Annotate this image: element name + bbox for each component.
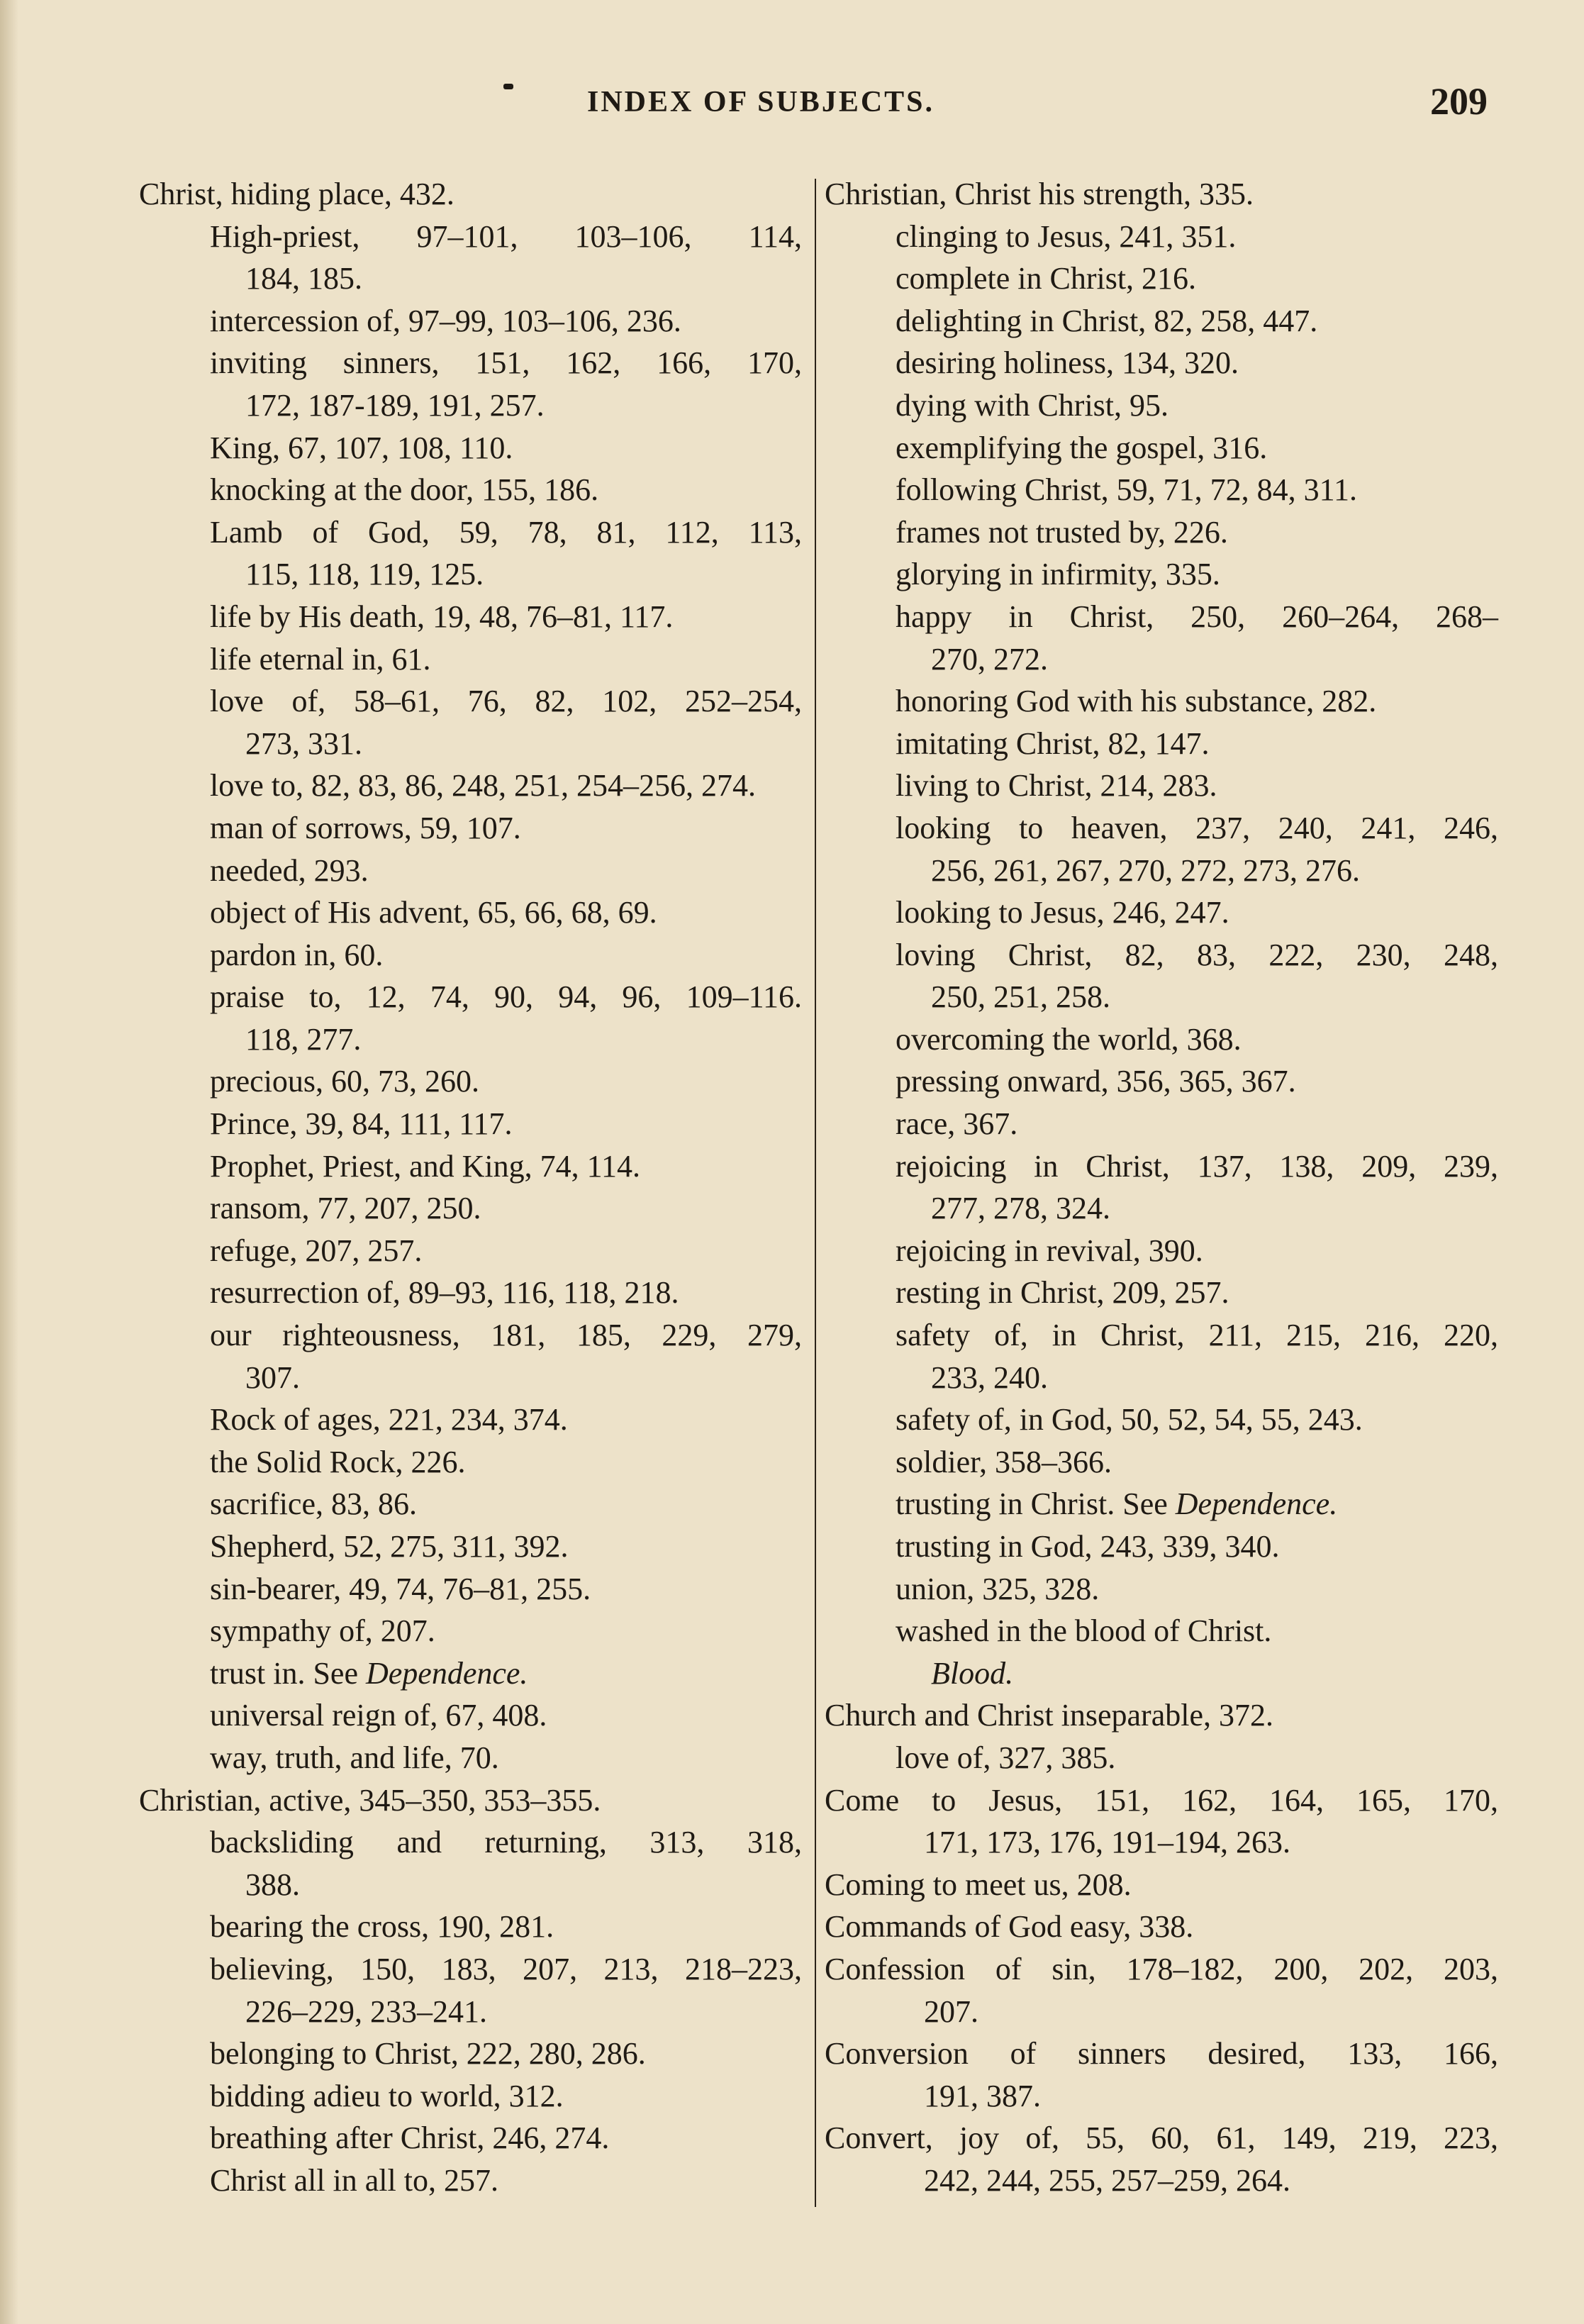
index-line: Christian, active, 345–350, 353–355. (139, 1782, 601, 1818)
index-subentry (825, 596, 1498, 680)
index-line: refuge, 207, 257. (210, 1233, 423, 1268)
index-subentry (825, 1272, 1498, 1314)
index-line: safety of, in Christ, 211, 215, 216, 220, (896, 1318, 1498, 1353)
index-heading-entry (139, 1779, 802, 1822)
index-line: love of, 58–61, 76, 82, 102, 252–254, (210, 684, 802, 719)
index-line: frames not trusted by, 226. (896, 514, 1228, 550)
index-subentry (825, 680, 1498, 723)
index-subentry (825, 257, 1498, 300)
index-line: sacrifice, 83, 86. (210, 1486, 417, 1522)
index-line (825, 1652, 1498, 1695)
index-line: knocking at the door, 155, 186. (210, 472, 599, 508)
index-subentry (825, 1103, 1498, 1145)
index-line: Lamb of God, 59, 78, 81, 112, 113, (210, 514, 802, 550)
header-mark (503, 84, 513, 89)
index-heading-entry (825, 2117, 1498, 2201)
index-line: needed, 293. (210, 852, 369, 888)
index-subentry (825, 1145, 1498, 1230)
index-subentry (825, 1060, 1498, 1103)
index-subentry (825, 1399, 1498, 1441)
index-subentry (139, 1610, 802, 1652)
index-subentry (139, 1821, 802, 1906)
index-line: Convert, joy of, 55, 60, 61, 149, 219, 223, (825, 2120, 1498, 2156)
index-subentry (139, 1230, 802, 1272)
index-subentry (825, 216, 1498, 258)
index-line: Confession of sin, 178–182, 200, 202, 203, (825, 1951, 1498, 1986)
cross-reference: Blood. (931, 1655, 1014, 1691)
index-line: breathing after Christ, 246, 274. (210, 2120, 610, 2156)
index-heading-entry (825, 173, 1498, 216)
index-subentry (139, 680, 802, 765)
index-line: ransom, 77, 207, 250. (210, 1191, 481, 1226)
index-line: 307. (245, 1360, 300, 1395)
index-line: 233, 240. (931, 1360, 1048, 1395)
index-subentry (139, 1060, 802, 1103)
index-subentry (139, 1525, 802, 1568)
index-line: Christ, hiding place, 432. (139, 177, 454, 211)
index-heading-entry (825, 1694, 1498, 1737)
index-subentry (139, 638, 802, 681)
index-line: rejoicing in Christ, 137, 138, 209, 239, (896, 1148, 1498, 1184)
index-line: following Christ, 59, 71, 72, 84, 311. (896, 472, 1358, 508)
cross-reference: Dependence. (365, 1655, 528, 1691)
index-line: inviting sinners, 151, 162, 166, 170, (210, 345, 802, 381)
index-line: 191, 387. (924, 2078, 1041, 2113)
index-line: trusting in Christ. See Dependence. (896, 1486, 1338, 1522)
index-line: 242, 244, 255, 257–259, 264. (924, 2162, 1290, 2198)
index-subentry (139, 2159, 802, 2202)
index-line: King, 67, 107, 108, 110. (210, 430, 513, 465)
index-line: 207. (924, 1994, 978, 2029)
index-line: way, truth, and life, 70. (210, 1740, 499, 1775)
index-line: desiring holiness, 134, 320. (896, 345, 1239, 381)
index-subentry (139, 1103, 802, 1145)
index-line: life eternal in, 61. (210, 641, 431, 677)
index-subentry (139, 1441, 802, 1484)
index-line: 171, 173, 176, 191–194, 263. (924, 1825, 1290, 1860)
index-line: 270, 272. (931, 641, 1048, 677)
index-line: man of sorrows, 59, 107. (210, 810, 521, 845)
index-line: 250, 251, 258. (931, 979, 1110, 1015)
index-line: backsliding and returning, 313, 318, (210, 1825, 802, 1860)
index-line: living to Christ, 214, 283. (896, 768, 1217, 804)
index-subentry (825, 1314, 1498, 1399)
index-subentry (139, 2033, 802, 2075)
index-subentry (825, 934, 1498, 1018)
index-line: safety of, in God, 50, 52, 54, 55, 243. (896, 1402, 1363, 1438)
cross-reference: Dependence. (1175, 1486, 1338, 1522)
index-subentry (825, 807, 1498, 891)
index-subentry (139, 300, 802, 343)
index-line: sin-bearer, 49, 74, 76–81, 255. (210, 1571, 591, 1606)
index-line: Prophet, Priest, and King, 74, 114. (210, 1148, 640, 1184)
index-subentry (139, 1694, 802, 1737)
index-line: object of His advent, 65, 66, 68, 69. (210, 895, 657, 930)
index-subentry (139, 976, 802, 1060)
index-line: washed in the blood of Christ. (896, 1613, 1272, 1649)
index-line: Christian, Christ his strength, 335. (825, 177, 1254, 211)
index-line: 277, 278, 324. (931, 1191, 1110, 1226)
index-heading-entry (825, 2033, 1498, 2117)
index-subentry (139, 1145, 802, 1188)
index-subentry (139, 1399, 802, 1441)
index-heading-entry (825, 1906, 1498, 1948)
index-line: pardon in, 60. (210, 937, 384, 972)
index-line: dying with Christ, 95. (896, 387, 1169, 423)
index-heading-entry (825, 1779, 1498, 1864)
page-header (0, 79, 1584, 129)
index-line: happy in Christ, 250, 260–264, 268– (896, 599, 1498, 634)
index-line: life by His death, 19, 48, 76–81, 117. (210, 599, 674, 634)
index-line: Christ all in all to, 257. (210, 2162, 498, 2198)
page-edge-shadow (0, 0, 18, 2324)
index-subentry (139, 469, 802, 511)
index-heading-entry (139, 173, 802, 216)
index-subentry (825, 1018, 1498, 1061)
index-line: union, 325, 328. (896, 1571, 1100, 1606)
index-subentry (139, 1314, 802, 1399)
index-line: pressing onward, 356, 365, 367. (896, 1064, 1296, 1099)
index-subentry (139, 596, 802, 638)
index-line: glorying in infirmity, 335. (896, 557, 1220, 592)
index-subentry (139, 1652, 802, 1695)
index-subentry (825, 1737, 1498, 1779)
index-line: resting in Christ, 209, 257. (896, 1275, 1229, 1311)
index-line: delighting in Christ, 82, 258, 447. (896, 303, 1318, 338)
index-subentry (825, 1525, 1498, 1568)
index-heading-entry (825, 1864, 1498, 1906)
index-subentry (825, 300, 1498, 343)
index-subentry (825, 553, 1498, 596)
index-subentry (825, 342, 1498, 384)
index-subentry (825, 1568, 1498, 1611)
index-line: believing, 150, 183, 207, 213, 218–223, (210, 1951, 802, 1986)
index-line: praise to, 12, 74, 90, 94, 96, 109–116. (210, 979, 802, 1015)
index-line: Come to Jesus, 151, 162, 164, 165, 170, (825, 1782, 1498, 1818)
index-line: exemplifying the gospel, 316. (896, 430, 1268, 465)
index-line: Commands of God easy, 338. (825, 1909, 1194, 1945)
index-subentry (139, 1948, 802, 2033)
index-subentry (825, 1610, 1498, 1694)
index-subentry (825, 1441, 1498, 1484)
index-line: honoring God with his substance, 282. (896, 684, 1377, 719)
index-subentry (139, 2117, 802, 2159)
index-subentry (139, 1187, 802, 1230)
index-line: sympathy of, 207. (210, 1613, 435, 1649)
index-line: 273, 331. (245, 725, 362, 761)
index-subentry (139, 850, 802, 892)
index-subentry (825, 511, 1498, 554)
index-subentry (825, 765, 1498, 807)
index-line: High-priest, 97–101, 103–106, 114, (210, 218, 802, 254)
index-line: rejoicing in revival, 390. (896, 1233, 1203, 1268)
index-subentry (139, 2075, 802, 2118)
index-line: clinging to Jesus, 241, 351. (896, 218, 1237, 254)
index-column-right (825, 173, 1498, 2202)
index-subentry (825, 384, 1498, 427)
index-line: trusting in God, 243, 339, 340. (896, 1529, 1280, 1564)
index-subentry (139, 1483, 802, 1525)
index-line: overcoming the world, 368. (896, 1021, 1242, 1057)
index-subentry (139, 1906, 802, 1948)
index-subentry (139, 765, 802, 807)
index-line: universal reign of, 67, 408. (210, 1698, 547, 1733)
index-line: trust in. See Dependence. (210, 1655, 528, 1691)
index-subentry (139, 1272, 802, 1314)
index-subentry (139, 1737, 802, 1779)
index-line: 184, 185. (245, 261, 362, 296)
index-subentry (825, 1230, 1498, 1272)
index-line: Coming to meet us, 208. (825, 1867, 1132, 1902)
index-line: belonging to Christ, 222, 280, 286. (210, 2036, 646, 2072)
column-divider (815, 179, 816, 2207)
index-line: Church and Christ inseparable, 372. (825, 1698, 1273, 1733)
index-line: Shepherd, 52, 275, 311, 392. (210, 1529, 569, 1564)
index-subentry (825, 427, 1498, 469)
index-line: love to, 82, 83, 86, 248, 251, 254–256, 274. (210, 768, 756, 804)
index-line: imitating Christ, 82, 147. (896, 725, 1210, 761)
index-line: 118, 277. (245, 1021, 362, 1057)
index-subentry (139, 1568, 802, 1611)
index-line: precious, 60, 73, 260. (210, 1064, 480, 1099)
index-subentry (139, 807, 802, 850)
index-subentry (825, 891, 1498, 934)
running-head: INDEX OF SUBJECTS. (587, 86, 935, 118)
index-line: our righteousness, 181, 185, 229, 279, (210, 1318, 802, 1353)
index-subentry (825, 1483, 1498, 1525)
index-subentry (139, 342, 802, 426)
index-line: complete in Christ, 216. (896, 261, 1197, 296)
index-subentry (139, 934, 802, 977)
index-line: Conversion of sinners desired, 133, 166, (825, 2036, 1498, 2072)
index-subentry (825, 723, 1498, 765)
index-column-left (139, 173, 802, 2202)
index-line: intercession of, 97–99, 103–106, 236. (210, 303, 681, 338)
index-line: Rock of ages, 221, 234, 374. (210, 1402, 568, 1438)
index-line: 172, 187-189, 191, 257. (245, 387, 545, 423)
index-line: soldier, 358–366. (896, 1444, 1112, 1479)
index-line: the Solid Rock, 226. (210, 1444, 466, 1479)
index-line: Prince, 39, 84, 111, 117. (210, 1106, 513, 1142)
index-line: 388. (245, 1867, 300, 1902)
index-line: bidding adieu to world, 312. (210, 2078, 564, 2113)
page-number: 209 (1430, 80, 1488, 123)
index-subentry (139, 891, 802, 934)
index-line: 256, 261, 267, 270, 272, 273, 276. (931, 852, 1360, 888)
index-subentry (139, 427, 802, 469)
index-line: 115, 118, 119, 125. (245, 557, 484, 592)
index-line: resurrection of, 89–93, 116, 118, 218. (210, 1275, 679, 1311)
index-subentry (139, 216, 802, 300)
index-heading-entry (825, 1948, 1498, 2033)
index-line: looking to Jesus, 246, 247. (896, 895, 1229, 930)
index-line: bearing the cross, 190, 281. (210, 1909, 554, 1945)
index-line: loving Christ, 82, 83, 222, 230, 248, (896, 937, 1498, 972)
index-line: 226–229, 233–241. (245, 1994, 487, 2029)
index-subentry (825, 469, 1498, 511)
index-line: race, 367. (896, 1106, 1018, 1142)
index-subentry (139, 511, 802, 596)
index-line: love of, 327, 385. (896, 1740, 1116, 1775)
index-line: looking to heaven, 237, 240, 241, 246, (896, 810, 1498, 845)
